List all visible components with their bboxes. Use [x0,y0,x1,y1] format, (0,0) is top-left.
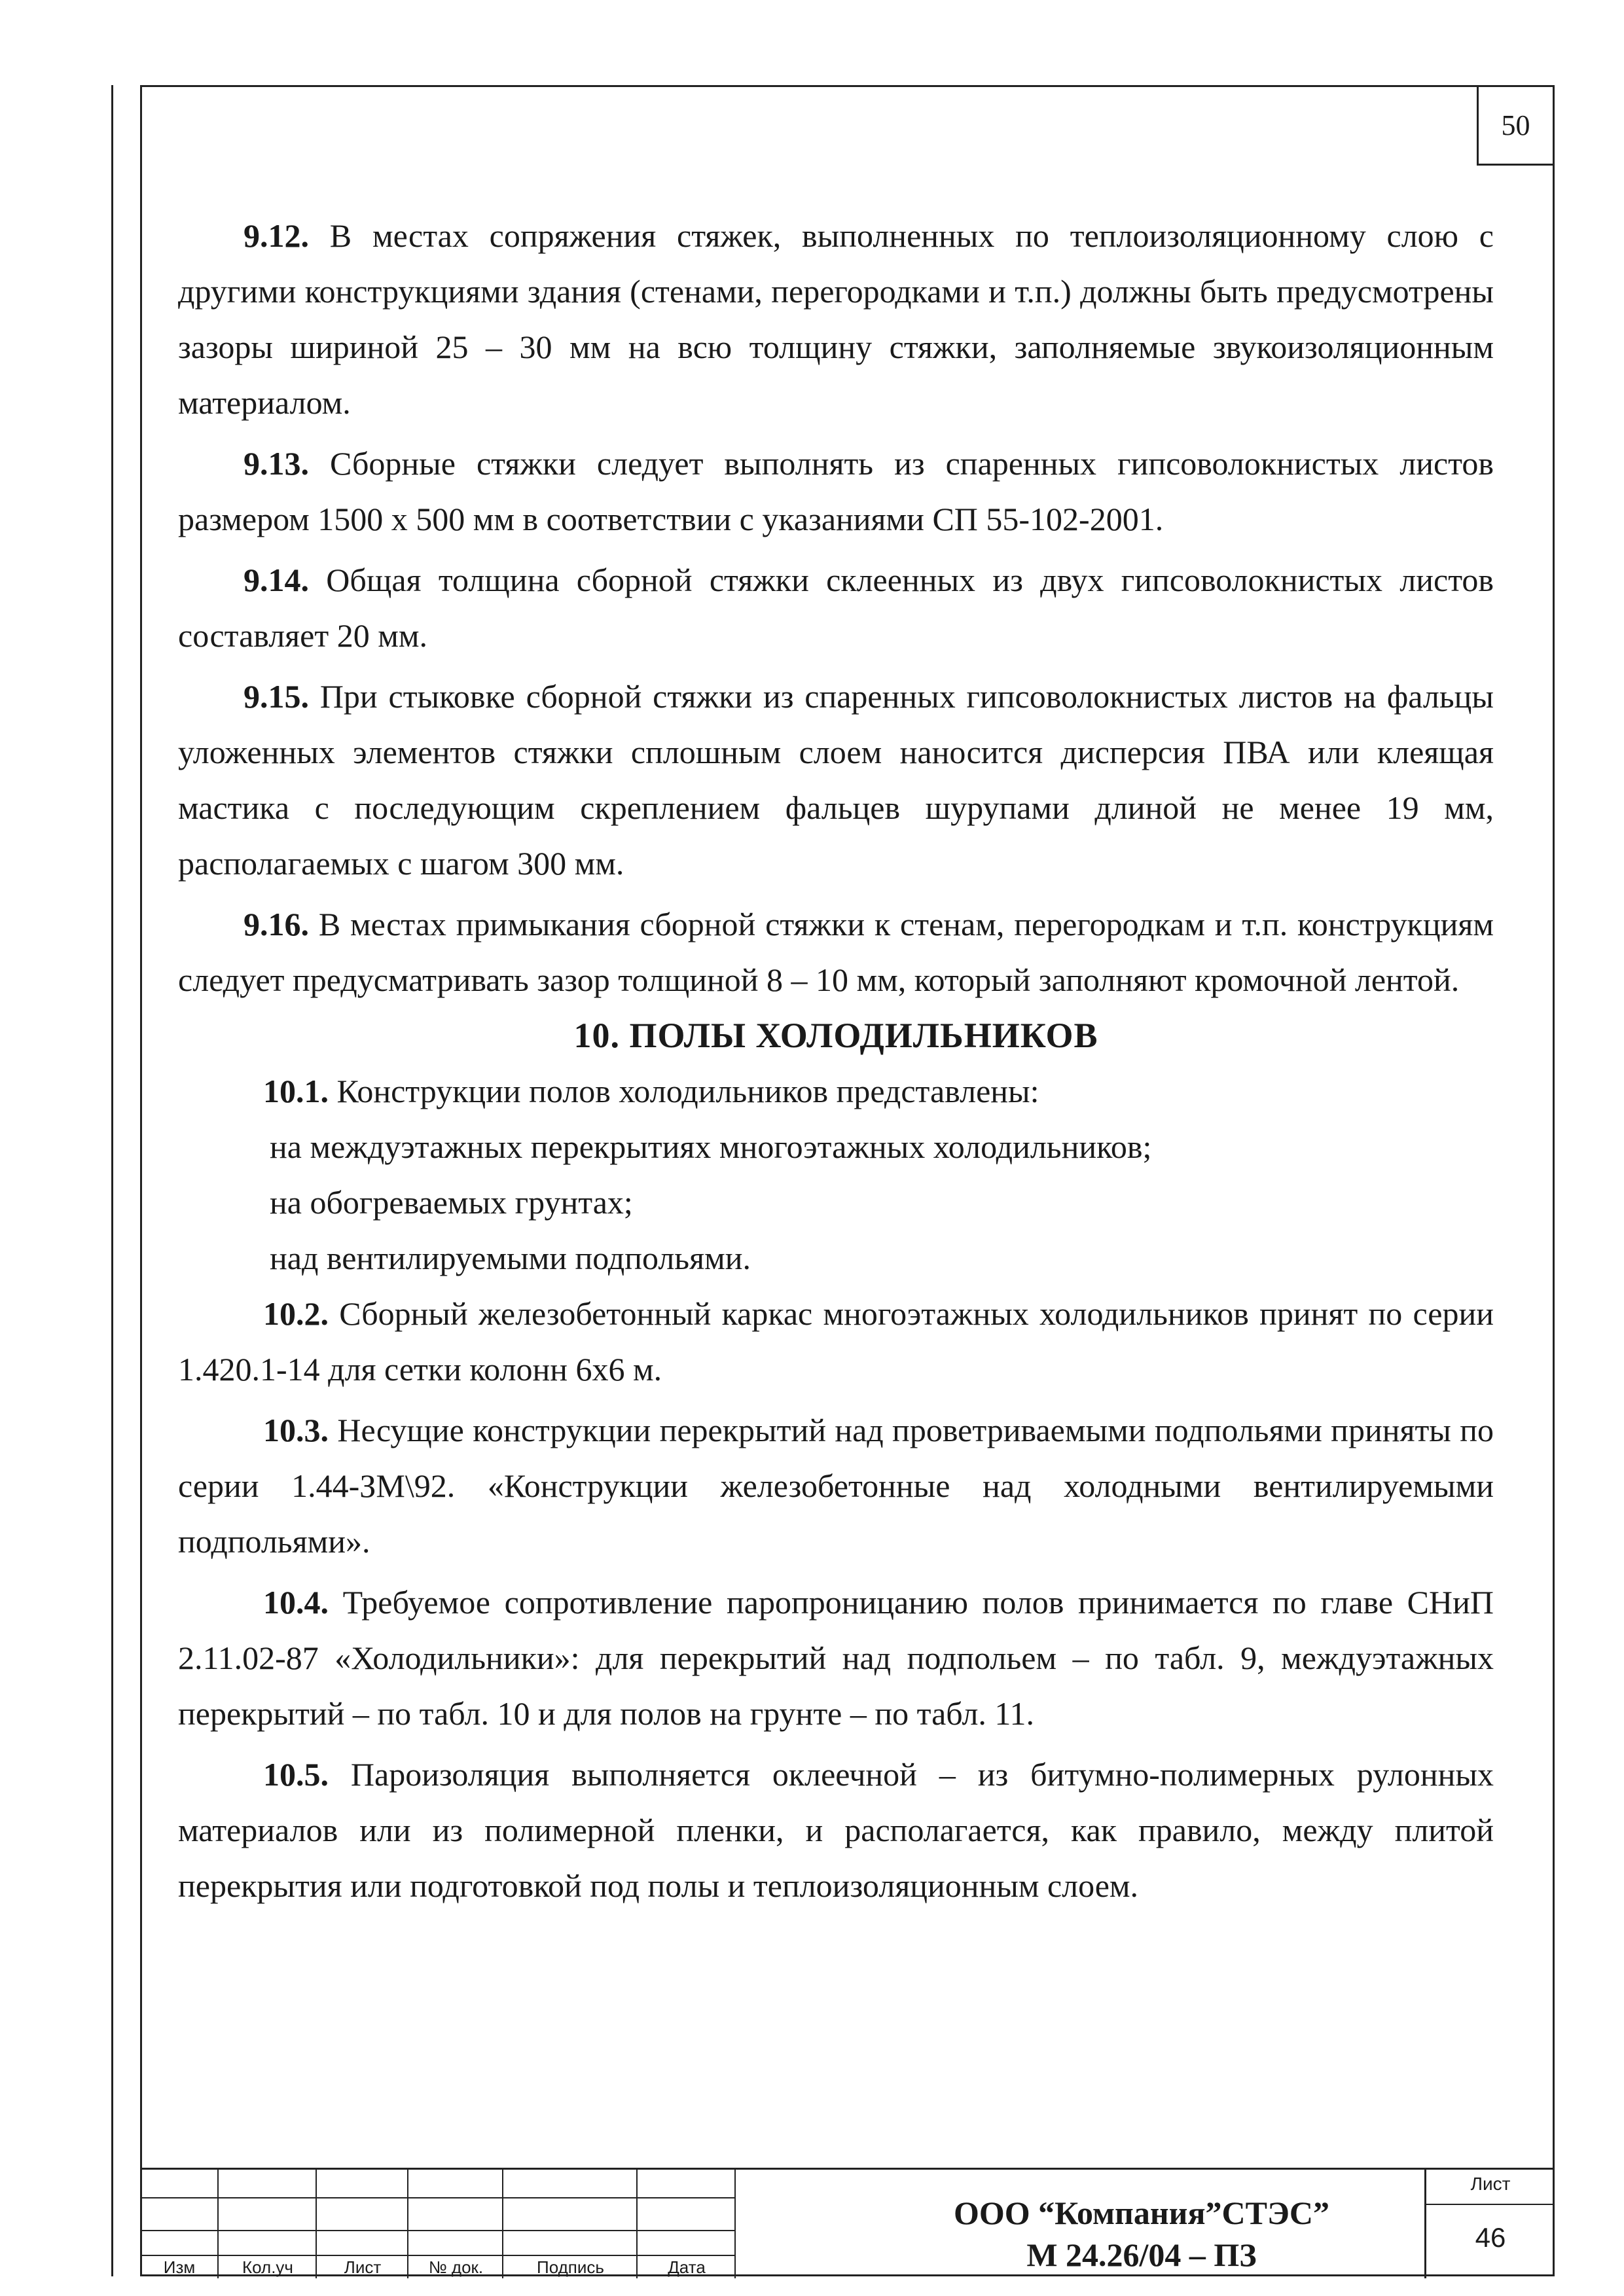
list-item: над вентилируемыми подпольями. [270,1240,751,1276]
section-heading: 10. ПОЛЫ ХОЛОДИЛЬНИКОВ [573,1016,1098,1055]
paragraph-number: 9.14. [244,562,309,598]
paragraph-text: Сборные стяжки следует выполнять из спаренных гипсоволокнистых листов размером 1500 х 500 мм в соответствии с указаниями СП 55-102-2001. [178,445,1494,537]
stamp-col-label: Кол.уч [242,2257,293,2277]
sheet-box [1424,2170,1555,2278]
stamp-col-label: Дата [668,2257,706,2277]
paragraph-text: В местах сопряжения стяжек, выполненных по теплоизоляционному слою с другими конструкциями здания (стенами, перегородками и т.п.) должны быть предусмотрены зазоры шириной 25 – 30 мм на всю толщину стяжки, заполняемые звукоизоляционным материалом. [178,217,1494,421]
paragraph-9-16 [178,897,1494,1008]
paragraph-9-15 [178,669,1494,891]
list-item: на обогреваемых грунтах; [270,1184,633,1221]
paragraph-10-1 [178,1064,1494,1119]
page-number: 50 [1501,109,1530,141]
paragraph-number: 9.13. [244,445,309,482]
document-code: М 24.26/04 – ПЗ [1026,2236,1257,2273]
paragraph-9-12 [178,208,1494,431]
paragraph-text: Требуемое сопротивление паропроницанию полов принимается по главе СНиП 2.11.02-87 «Холодильники»: для перекрытий над подпольем – по табл. 9, междуэтажных перекрытий – по табл. 10 и для полов на грунте – по табл. 11. [178,1584,1494,1732]
paragraph-9-13 [178,436,1494,547]
paragraph-number: 9.15. [244,678,309,715]
stamp-col-label: Изм [163,2257,196,2277]
paragraph-text: В местах примыкания сборной стяжки к стенам, перегородкам и т.п. конструкциям следует предусматривать зазор толщиной 8 – 10 мм, который заполняют кромочной лентой. [178,906,1494,998]
list-item: на междуэтажных перекрытиях многоэтажных холодильников; [270,1128,1152,1165]
organization-block [906,2192,1377,2276]
sheet-label: Лист [1470,2174,1511,2194]
stamp-col-label: Лист [344,2257,382,2277]
title-block [140,2168,1555,2278]
paragraph-number: 9.12. [244,217,309,254]
paragraph-text: Конструкции полов холодильников представлены: [329,1073,1039,1109]
paragraph-9-14 [178,552,1494,664]
paragraph-number: 9.16. [244,906,309,942]
paragraph-number: 10.5. [263,1756,329,1793]
paragraph-number: 10.1. [263,1073,329,1109]
paragraph-10-3 [178,1403,1494,1570]
binding-line [111,85,113,2276]
paragraph-text: При стыковке сборной стяжки из спаренных гипсоволокнистых листов на фальцы уложенных элементов стяжки сплошным слоем наносится дисперсия ПВА или клеящая мастика с последующим скреплением фальцев шурупами длиной не менее 19 мм, располагаемых с шагом 300 мм. [178,678,1494,882]
stamp-col-label: Подпись [537,2257,604,2277]
paragraph-10-2 [178,1286,1494,1397]
paragraph-text: Общая толщина сборной стяжки склеенных из двух гипсоволокнистых листов составляет 20 мм. [178,562,1494,654]
paragraph-number: 10.4. [263,1584,329,1621]
sheet-number: 46 [1475,2222,1506,2253]
organization-name: ООО “Компания”СТЭС” [954,2195,1329,2231]
paragraph-text: Сборный железобетонный каркас многоэтажных холодильников принят по серии 1.420.1-14 для сетки колонн 6х6 м. [178,1295,1494,1388]
document-body [178,208,1494,1914]
sheet-divider [1426,2204,1555,2205]
paragraph-text: Пароизоляция выполняется оклеечной – из битумно-полимерных рулонных материалов или из полимерной пленки, и располагается, как правило, между плитой перекрытия или подготовкой под полы и теплоизоляционным слоем. [178,1756,1494,1904]
paragraph-text: Несущие конструкции перекрытий над проветриваемыми подпольями приняты по серии 1.44-ЗМ\92. «Конструкции железобетонные над холодными вентилируемыми подпольями». [178,1412,1494,1560]
paragraph-10-5 [178,1747,1494,1914]
page-number-box [1477,87,1553,166]
paragraph-number: 10.3. [263,1412,329,1448]
paragraph-number: 10.2. [263,1295,329,1332]
paragraph-10-4 [178,1575,1494,1742]
stamp-col-label: № док. [428,2257,484,2277]
